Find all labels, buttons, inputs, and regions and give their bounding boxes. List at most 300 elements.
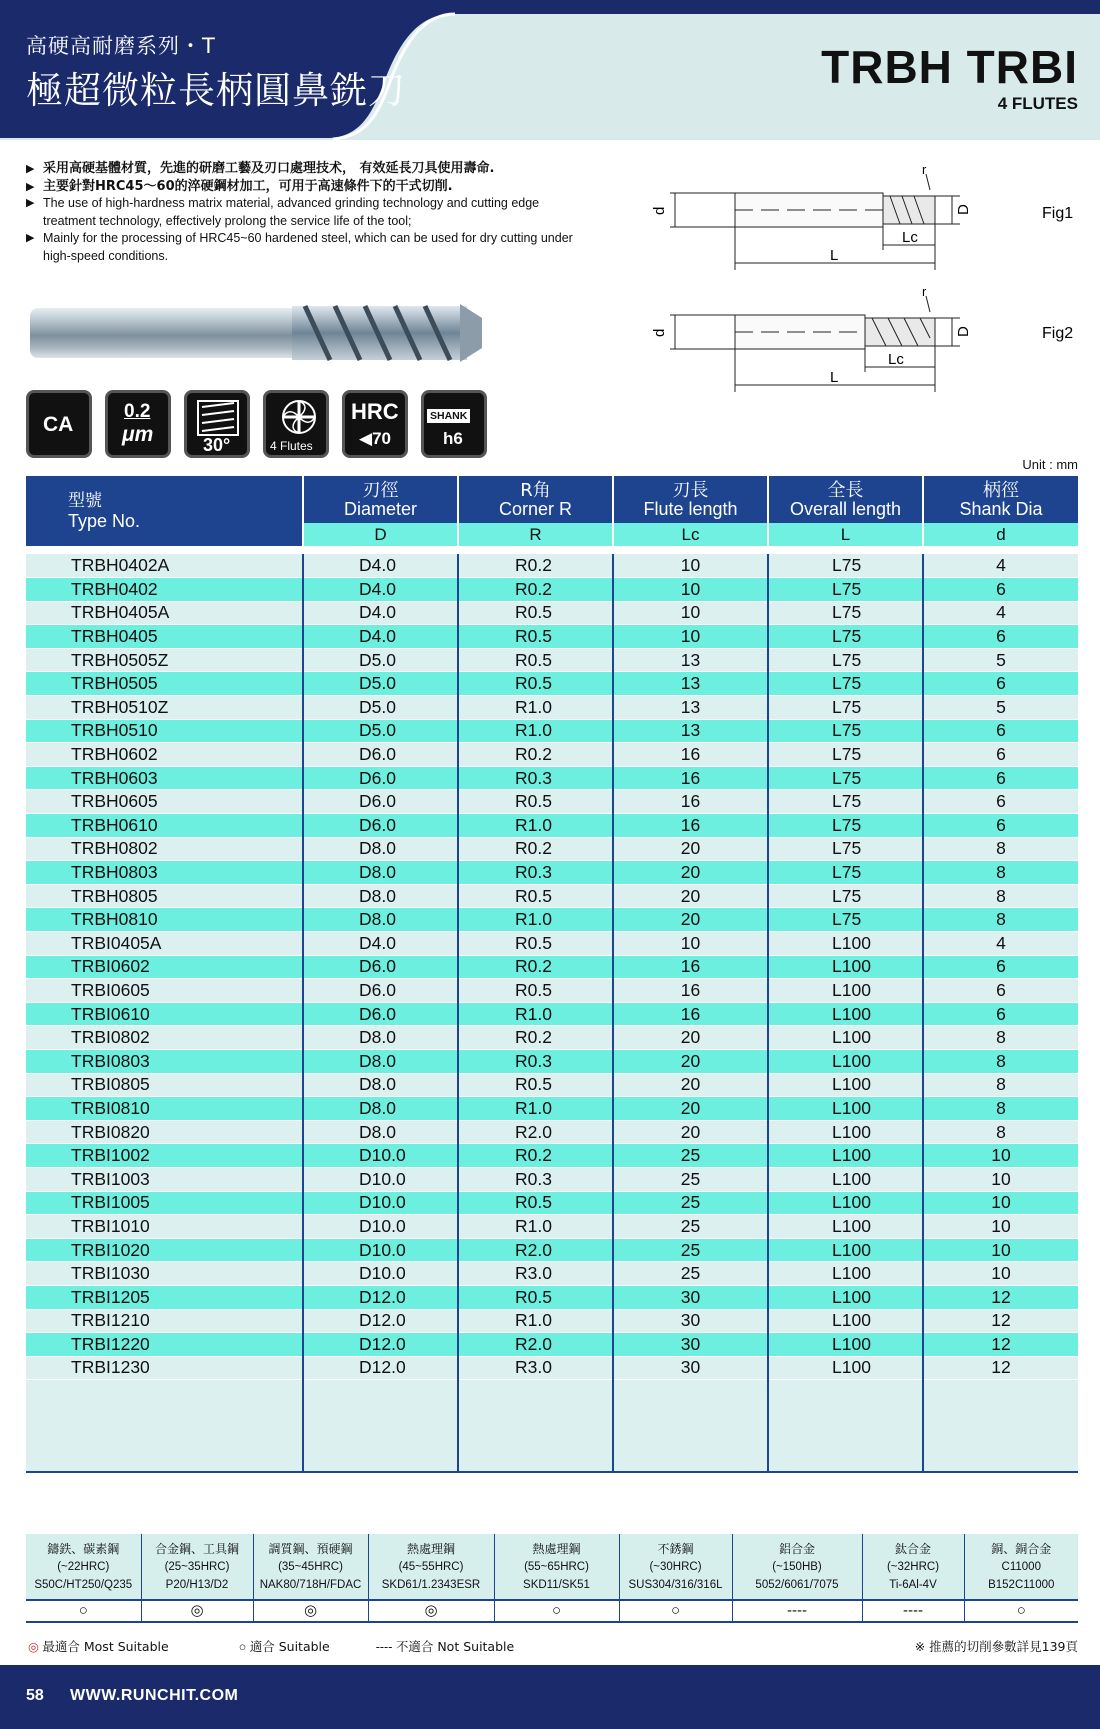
feature-icons [26, 390, 487, 458]
suitability-symbol: ○ [26, 1600, 141, 1622]
table-row [26, 884, 1078, 908]
shank-dia-cell: 8 [923, 908, 1078, 932]
type-cell: TRBH0405 [26, 625, 303, 649]
diameter-cell: D8.0 [303, 884, 458, 908]
table-blank-row [26, 1380, 1078, 1472]
code-d: d [923, 523, 1078, 546]
corner-r-cell: R3.0 [458, 1356, 613, 1380]
material-cell: 熱處理鋼 (55~65HRC) SKD11/SK51 [494, 1534, 619, 1600]
diameter-cell: D5.0 [303, 672, 458, 696]
shank-dia-cell: 6 [923, 578, 1078, 602]
column-header-overall-length: 全長 Overall length [768, 476, 923, 523]
column-header-corner-r: R角 Corner R [458, 476, 613, 523]
type-cell: TRBI0610 [26, 1002, 303, 1026]
diameter-cell: D6.0 [303, 790, 458, 814]
overall-length-cell: L75 [768, 648, 923, 672]
code-Lc: Lc [613, 523, 768, 546]
code-D: D [303, 523, 458, 546]
flute-length-cell: 10 [613, 932, 768, 956]
diameter-cell: D5.0 [303, 719, 458, 743]
fig2-L-label: L [830, 369, 839, 386]
shank-dia-cell: 6 [923, 672, 1078, 696]
table-row [26, 837, 1078, 861]
material-cell: 鈦合金 (~32HRC) Ti-6Al-4V [862, 1534, 964, 1600]
table-row [26, 955, 1078, 979]
shank-dia-cell: 8 [923, 1073, 1078, 1097]
corner-r-cell: R1.0 [458, 719, 613, 743]
diameter-cell: D10.0 [303, 1144, 458, 1168]
flute-length-cell: 16 [613, 790, 768, 814]
type-cell: TRBH0402 [26, 578, 303, 602]
spec-table [26, 476, 1078, 1473]
overall-length-cell: L100 [768, 1238, 923, 1262]
flute-length-cell: 16 [613, 814, 768, 838]
page-footer [0, 1665, 1100, 1729]
column-header-flute-length: 刃長 Flute length [613, 476, 768, 523]
flute-length-cell: 25 [613, 1238, 768, 1262]
corner-r-cell: R1.0 [458, 908, 613, 932]
table-row [26, 1333, 1078, 1357]
shank-dia-cell: 4 [923, 932, 1078, 956]
corner-r-cell: R2.0 [458, 1120, 613, 1144]
suitability-symbol: ○ [964, 1600, 1078, 1622]
type-cell: TRBI1210 [26, 1309, 303, 1333]
table-row [26, 672, 1078, 696]
corner-r-cell: R0.5 [458, 979, 613, 1003]
table-row [26, 766, 1078, 790]
diameter-cell: D8.0 [303, 861, 458, 885]
type-cell: TRBH0805 [26, 884, 303, 908]
diameter-cell: D6.0 [303, 979, 458, 1003]
type-cell: TRBH0602 [26, 743, 303, 767]
type-cell: TRBI1003 [26, 1167, 303, 1191]
overall-length-cell: L100 [768, 1215, 923, 1239]
column-header-shank-dia: 柄徑 Shank Dia [923, 476, 1078, 523]
table-row [26, 1356, 1078, 1380]
type-cell: TRBI0805 [26, 1073, 303, 1097]
diameter-cell: D8.0 [303, 908, 458, 932]
flute-length-cell: 20 [613, 1049, 768, 1073]
overall-length-cell: L100 [768, 1285, 923, 1309]
flute-length-cell: 20 [613, 861, 768, 885]
type-cell: TRBH0402A [26, 554, 303, 578]
overall-length-cell: L75 [768, 837, 923, 861]
flute-length-cell: 13 [613, 696, 768, 720]
table-row [26, 578, 1078, 602]
table-row [26, 1215, 1078, 1239]
shank-dia-cell: 12 [923, 1285, 1078, 1309]
type-cell: TRBI1010 [26, 1215, 303, 1239]
flute-length-cell: 20 [613, 884, 768, 908]
type-cell: TRBI1002 [26, 1144, 303, 1168]
shank-dia-cell: 8 [923, 1120, 1078, 1144]
table-row [26, 790, 1078, 814]
shank-dia-cell: 12 [923, 1309, 1078, 1333]
table-row [26, 932, 1078, 956]
unit-label: Unit : mm [1022, 457, 1078, 472]
diameter-cell: D6.0 [303, 814, 458, 838]
diameter-cell: D6.0 [303, 743, 458, 767]
overall-length-cell: L100 [768, 1144, 923, 1168]
shank-dia-cell: 6 [923, 625, 1078, 649]
shank-dia-cell: 10 [923, 1238, 1078, 1262]
overall-length-cell: L100 [768, 1026, 923, 1050]
type-cell: TRBI0405A [26, 932, 303, 956]
flute-length-cell: 13 [613, 648, 768, 672]
diameter-cell: D4.0 [303, 554, 458, 578]
corner-r-cell: R0.5 [458, 790, 613, 814]
code-L: L [768, 523, 923, 546]
material-cell: 合金鋼、工具鋼 (25~35HRC) P20/H13/D2 [141, 1534, 253, 1600]
corner-r-cell: R0.2 [458, 1144, 613, 1168]
corner-r-cell: R0.5 [458, 672, 613, 696]
corner-r-cell: R0.2 [458, 837, 613, 861]
corner-r-cell: R0.5 [458, 1191, 613, 1215]
type-cell: TRBH0510Z [26, 696, 303, 720]
helix-angle-icon: 30° [184, 390, 250, 458]
overall-length-cell: L100 [768, 979, 923, 1003]
corner-r-cell: R0.3 [458, 1049, 613, 1073]
flute-length-cell: 16 [613, 955, 768, 979]
material-cell: 鋁合金 (~150HB) 5052/6061/7075 [732, 1534, 862, 1600]
shank-dia-cell: 5 [923, 696, 1078, 720]
type-cell: TRBH0405A [26, 601, 303, 625]
flute-length-cell: 25 [613, 1191, 768, 1215]
table-row [26, 743, 1078, 767]
type-cell: TRBH0510 [26, 719, 303, 743]
type-cell: TRBI1030 [26, 1262, 303, 1286]
table-row [26, 1026, 1078, 1050]
model-name: TRBH TRBI [821, 41, 1078, 93]
overall-length-cell: L75 [768, 719, 923, 743]
overall-length-cell: L75 [768, 696, 923, 720]
overall-length-cell: L100 [768, 932, 923, 956]
flute-length-cell: 20 [613, 837, 768, 861]
type-cell: TRBI0803 [26, 1049, 303, 1073]
flute-length-cell: 30 [613, 1356, 768, 1380]
fig2-Lc-label: Lc [888, 351, 904, 368]
material-cell: 不銹鋼 (~30HRC) SUS304/316/316L [619, 1534, 732, 1600]
flute-length-cell: 10 [613, 625, 768, 649]
grain-size-icon: 0.2 μm [105, 390, 171, 458]
corner-r-cell: R1.0 [458, 814, 613, 838]
description-line: ▶ 主要針對HRC45～60的淬硬鋼材加工，可用于高速條件下的干式切削. [26, 178, 586, 196]
table-row [26, 861, 1078, 885]
diameter-cell: D12.0 [303, 1356, 458, 1380]
table-row [26, 696, 1078, 720]
diameter-cell: D10.0 [303, 1191, 458, 1215]
type-cell: TRBH0605 [26, 790, 303, 814]
overall-length-cell: L100 [768, 1097, 923, 1121]
flute-length-cell: 10 [613, 554, 768, 578]
page-header [0, 0, 1100, 140]
diameter-cell: D10.0 [303, 1167, 458, 1191]
product-description [26, 160, 586, 265]
table-row [26, 1120, 1078, 1144]
corner-r-cell: R0.3 [458, 1167, 613, 1191]
diameter-cell: D12.0 [303, 1333, 458, 1357]
overall-length-cell: L75 [768, 672, 923, 696]
legend-most: ◎ 最適合 Most Suitable [28, 1639, 169, 1654]
suitability-symbol: ◎ [368, 1600, 494, 1622]
overall-length-cell: L75 [768, 766, 923, 790]
diameter-cell: D4.0 [303, 625, 458, 649]
type-cell: TRBH0802 [26, 837, 303, 861]
flute-length-cell: 20 [613, 1026, 768, 1050]
diameter-cell: D8.0 [303, 1097, 458, 1121]
type-cell: TRBI1230 [26, 1356, 303, 1380]
diameter-cell: D5.0 [303, 696, 458, 720]
type-cell: TRBI1220 [26, 1333, 303, 1357]
overall-length-cell: L100 [768, 1167, 923, 1191]
website-link[interactable]: WWW.RUNCHIT.COM [70, 1687, 239, 1704]
overall-length-cell: L75 [768, 814, 923, 838]
shank-dia-cell: 6 [923, 814, 1078, 838]
fig1-D-label: D [955, 204, 972, 215]
table-row [26, 1002, 1078, 1026]
type-cell: TRBI0802 [26, 1026, 303, 1050]
material-cell: 鑄鉄、碳素鋼 (~22HRC) S50C/HT250/Q235 [26, 1534, 141, 1600]
suitability-symbol: ◎ [253, 1600, 368, 1622]
overall-length-cell: L100 [768, 1356, 923, 1380]
diameter-cell: D4.0 [303, 578, 458, 602]
shank-dia-cell: 10 [923, 1167, 1078, 1191]
fig2-d-label: d [651, 328, 668, 337]
flutes-label: 4 FLUTES [997, 94, 1078, 113]
header-title: 極超微粒長柄圓鼻銑刀 [26, 69, 406, 112]
description-line: ▶ Mainly for the processing of HRC45~60 hardened steel, which can be used for dry cutting under high-speed conditions. [26, 230, 586, 265]
suitability-symbol: ○ [619, 1600, 732, 1622]
table-row [26, 1191, 1078, 1215]
flute-length-cell: 20 [613, 1120, 768, 1144]
flute-length-cell: 30 [613, 1333, 768, 1357]
shank-dia-cell: 5 [923, 648, 1078, 672]
corner-r-cell: R0.5 [458, 884, 613, 908]
diameter-cell: D8.0 [303, 1026, 458, 1050]
table-row [26, 1097, 1078, 1121]
fig1-L-label: L [830, 247, 839, 264]
overall-length-cell: L75 [768, 625, 923, 649]
page-number: 58 [26, 1687, 44, 1704]
diameter-cell: D10.0 [303, 1262, 458, 1286]
flute-length-cell: 10 [613, 601, 768, 625]
flute-length-cell: 30 [613, 1285, 768, 1309]
corner-r-cell: R0.2 [458, 955, 613, 979]
shank-dia-cell: 12 [923, 1356, 1078, 1380]
type-cell: TRBI1005 [26, 1191, 303, 1215]
shank-dia-cell: 10 [923, 1215, 1078, 1239]
overall-length-cell: L75 [768, 884, 923, 908]
corner-r-cell: R0.3 [458, 861, 613, 885]
flute-length-cell: 25 [613, 1167, 768, 1191]
overall-length-cell: L100 [768, 1120, 923, 1144]
table-row [26, 979, 1078, 1003]
corner-r-cell: R0.5 [458, 1073, 613, 1097]
diameter-cell: D4.0 [303, 601, 458, 625]
material-symbols-row [26, 1600, 1078, 1622]
shank-dia-cell: 8 [923, 1097, 1078, 1121]
description-line: ▶ 采用高硬基體材質，先進的研磨工藝及刃口處理技术， 有效延長刀具使用壽命. [26, 160, 586, 178]
fig2-D-label: D [955, 326, 972, 337]
flute-length-cell: 25 [613, 1144, 768, 1168]
diameter-cell: D8.0 [303, 837, 458, 861]
corner-r-cell: R0.2 [458, 554, 613, 578]
legend-not: ---- 不適合 Not Suitable [375, 1639, 515, 1654]
shank-dia-cell: 6 [923, 1002, 1078, 1026]
table-row [26, 814, 1078, 838]
header-subtitle: 高硬高耐磨系列・T [26, 34, 216, 58]
corner-r-cell: R0.3 [458, 766, 613, 790]
shank-dia-cell: 6 [923, 766, 1078, 790]
shank-dia-cell: 6 [923, 955, 1078, 979]
overall-length-cell: L75 [768, 908, 923, 932]
shank-dia-cell: 12 [923, 1333, 1078, 1357]
table-row [26, 1262, 1078, 1286]
type-cell: TRBI1205 [26, 1285, 303, 1309]
type-cell: TRBH0603 [26, 766, 303, 790]
dimension-diagrams [651, 160, 1090, 400]
corner-r-cell: R0.5 [458, 601, 613, 625]
four-flutes-icon: 4 Flutes [263, 390, 329, 458]
hrc-hardness-icon: HRC ◀70 [342, 390, 408, 458]
fig2-label: Fig2 [1042, 325, 1074, 342]
type-cell: TRBH0610 [26, 814, 303, 838]
shank-dia-cell: 8 [923, 837, 1078, 861]
tool-photo [30, 298, 485, 366]
corner-r-cell: R0.5 [458, 648, 613, 672]
diameter-cell: D6.0 [303, 1002, 458, 1026]
table-row [26, 1144, 1078, 1168]
overall-length-cell: L75 [768, 601, 923, 625]
shank-dia-cell: 10 [923, 1144, 1078, 1168]
shank-dia-cell: 10 [923, 1191, 1078, 1215]
material-suitability-table [26, 1534, 1078, 1623]
table-header-row [26, 476, 1078, 523]
code-R: R [458, 523, 613, 546]
shank-dia-cell: 6 [923, 790, 1078, 814]
column-header-diameter: 刃徑 Diameter [303, 476, 458, 523]
flute-length-cell: 13 [613, 672, 768, 696]
corner-r-cell: R1.0 [458, 1097, 613, 1121]
corner-r-cell: R1.0 [458, 1215, 613, 1239]
diameter-cell: D12.0 [303, 1309, 458, 1333]
flute-length-cell: 16 [613, 766, 768, 790]
diameter-cell: D4.0 [303, 932, 458, 956]
overall-length-cell: L100 [768, 1262, 923, 1286]
fig1-label: Fig1 [1042, 205, 1074, 222]
corner-r-cell: R3.0 [458, 1262, 613, 1286]
corner-r-cell: R0.5 [458, 625, 613, 649]
material-names-row [26, 1534, 1078, 1600]
table-row [26, 1309, 1078, 1333]
table-row [26, 1285, 1078, 1309]
diameter-cell: D8.0 [303, 1049, 458, 1073]
table-row [26, 625, 1078, 649]
suitability-symbol: ---- [732, 1600, 862, 1622]
shank-dia-cell: 8 [923, 1026, 1078, 1050]
material-cell: 銅、銅合金 C11000 B152C11000 [964, 1534, 1078, 1600]
type-cell: TRBI0605 [26, 979, 303, 1003]
table-row [26, 601, 1078, 625]
legend-suitable: ○ 適合 Suitable [238, 1639, 330, 1654]
overall-length-cell: L100 [768, 1191, 923, 1215]
table-row [26, 648, 1078, 672]
overall-length-cell: L100 [768, 1002, 923, 1026]
type-header: 型號 Type No. [26, 476, 303, 546]
diameter-cell: D12.0 [303, 1285, 458, 1309]
corner-r-cell: R0.2 [458, 1026, 613, 1050]
flute-length-cell: 30 [613, 1309, 768, 1333]
overall-length-cell: L75 [768, 554, 923, 578]
fig1-d-label: d [651, 206, 668, 215]
description-line: ▶ The use of high-hardness matrix material, advanced grinding technology and cutting edge treatment technology, effectively prolong the service life of the tool; [26, 195, 586, 230]
overall-length-cell: L100 [768, 1333, 923, 1357]
material-cell: 熱處理鋼 (45~55HRC) SKD61/1.2343ESR [368, 1534, 494, 1600]
table-row [26, 908, 1078, 932]
type-cell: TRBH0810 [26, 908, 303, 932]
corner-r-cell: R0.5 [458, 1285, 613, 1309]
diameter-cell: D10.0 [303, 1238, 458, 1262]
overall-length-cell: L100 [768, 1073, 923, 1097]
shank-dia-cell: 8 [923, 884, 1078, 908]
suitability-symbol: ◎ [141, 1600, 253, 1622]
table-row [26, 719, 1078, 743]
shank-tolerance-icon: SHANK h6 [421, 390, 487, 458]
overall-length-cell: L75 [768, 861, 923, 885]
fig1-r-label: r [922, 162, 927, 177]
table-row [26, 1238, 1078, 1262]
flute-length-cell: 16 [613, 979, 768, 1003]
flute-length-cell: 20 [613, 1097, 768, 1121]
type-cell: TRBH0803 [26, 861, 303, 885]
flute-length-cell: 20 [613, 908, 768, 932]
corner-r-cell: R0.5 [458, 932, 613, 956]
overall-length-cell: L75 [768, 743, 923, 767]
table-row [26, 1049, 1078, 1073]
flute-length-cell: 16 [613, 1002, 768, 1026]
overall-length-cell: L75 [768, 790, 923, 814]
shank-dia-cell: 6 [923, 979, 1078, 1003]
diameter-cell: D8.0 [303, 1073, 458, 1097]
overall-length-cell: L75 [768, 578, 923, 602]
table-row [26, 1167, 1078, 1191]
corner-r-cell: R1.0 [458, 1002, 613, 1026]
diameter-cell: D5.0 [303, 648, 458, 672]
corner-r-cell: R0.2 [458, 743, 613, 767]
corner-r-cell: R1.0 [458, 696, 613, 720]
diameter-cell: D6.0 [303, 766, 458, 790]
overall-length-cell: L100 [768, 1049, 923, 1073]
type-cell: TRBI0820 [26, 1120, 303, 1144]
suitability-symbol: ---- [862, 1600, 964, 1622]
flute-length-cell: 20 [613, 1073, 768, 1097]
diameter-cell: D10.0 [303, 1215, 458, 1239]
shank-dia-cell: 6 [923, 743, 1078, 767]
diameter-cell: D8.0 [303, 1120, 458, 1144]
shank-dia-cell: 8 [923, 1049, 1078, 1073]
flute-length-cell: 10 [613, 578, 768, 602]
flute-length-cell: 25 [613, 1262, 768, 1286]
flute-length-cell: 13 [613, 719, 768, 743]
shank-dia-cell: 10 [923, 1262, 1078, 1286]
table-row [26, 554, 1078, 578]
shank-dia-cell: 4 [923, 554, 1078, 578]
flute-length-cell: 16 [613, 743, 768, 767]
corner-r-cell: R2.0 [458, 1333, 613, 1357]
fig1-Lc-label: Lc [902, 229, 918, 246]
coating-ca-icon: CA [26, 390, 92, 458]
corner-r-cell: R1.0 [458, 1309, 613, 1333]
